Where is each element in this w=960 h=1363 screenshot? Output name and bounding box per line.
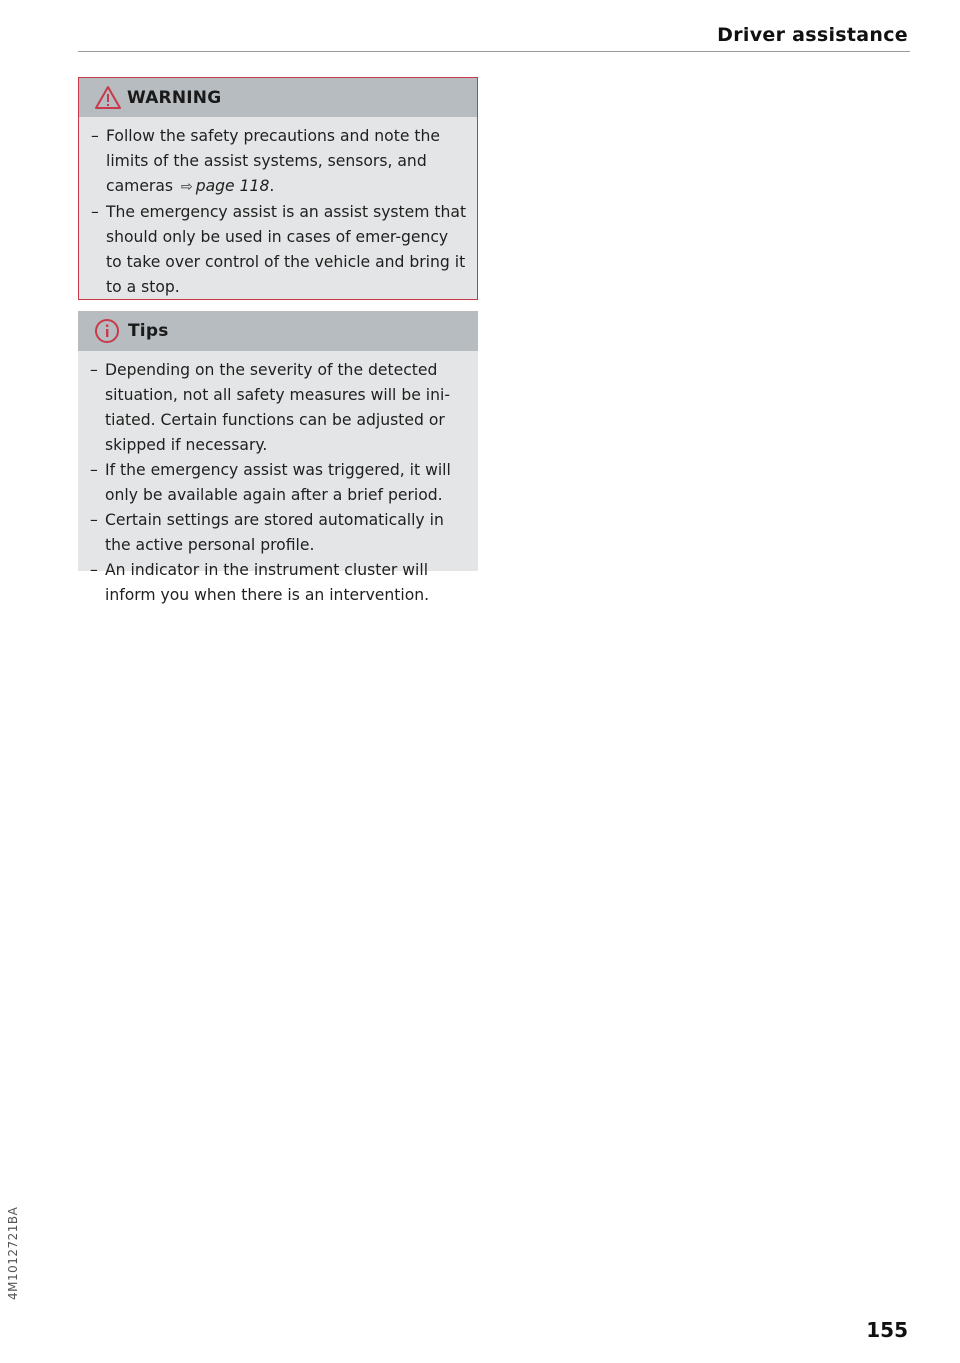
tips-box — [78, 311, 478, 604]
document-code: 4M1012721BA — [6, 1206, 20, 1300]
warning-box — [78, 77, 478, 300]
warning-heading: WARNING — [127, 87, 222, 108]
warning-header — [79, 78, 477, 117]
section-title: Driver assistance — [717, 24, 908, 46]
warning-list — [79, 117, 477, 300]
tips-header — [78, 311, 478, 351]
info-circle-icon — [90, 316, 124, 346]
list-item: – Certain settings are stored automatically in the active personal profile. — [90, 511, 444, 554]
page-reference-link[interactable]: page 118 — [195, 177, 270, 195]
tips-heading: Tips — [128, 321, 169, 341]
header-divider — [78, 51, 910, 52]
list-item: – Depending on the severity of the detected situation, not all safety measures will be ini-tiated. Certain functions can be adjusted or skipped if necessary. — [90, 361, 450, 454]
list-item: – An indicator in the instrument cluster will inform you when there is an intervention. — [90, 561, 430, 604]
reference-arrow-icon: ⇨ — [180, 179, 193, 195]
tips-list — [78, 351, 478, 608]
page-number: 155 — [866, 1318, 908, 1342]
warning-triangle-icon — [91, 83, 125, 113]
list-item: – If the emergency assist was triggered, it will only be available again after a brief period. — [90, 461, 451, 504]
list-item: – The emergency assist is an assist system that should only be used in cases of emer-gency to take over control of the vehicle and bring it to a stop. — [91, 203, 467, 296]
list-item: – Follow the safety precautions and note the limits of the assist systems, sensors, and cameras ⇨ page 118. — [91, 127, 440, 195]
